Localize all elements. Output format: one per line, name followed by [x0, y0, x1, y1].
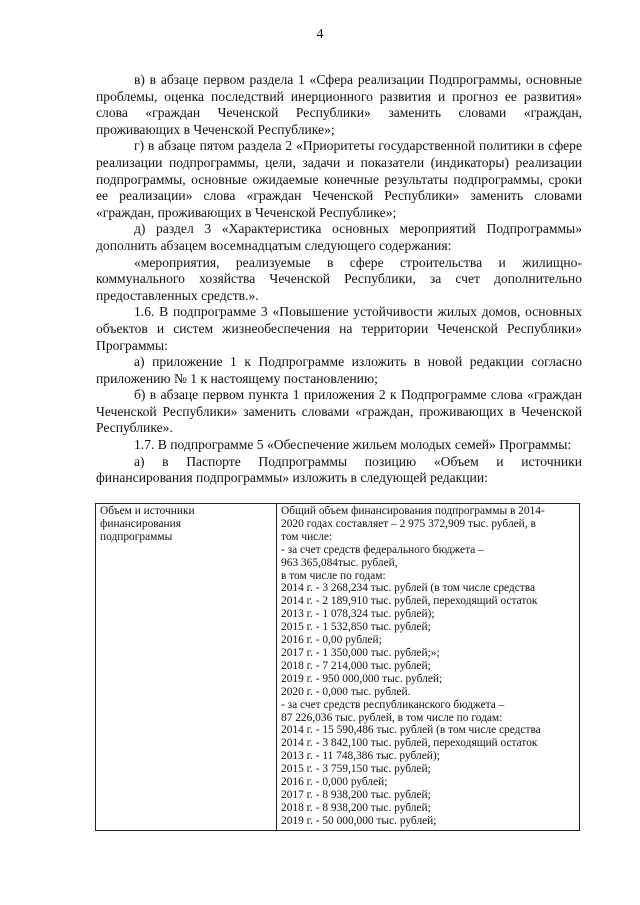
- cell-line: - за счет средств федерального бюджета –: [281, 543, 484, 556]
- cell-line: финансирования: [100, 517, 181, 530]
- cell-line: 2015 г. - 1 532,850 тыс. рублей;: [281, 621, 431, 634]
- cell-line: 2014 г. - 3 268,234 тыс. рублей (в том числе средства: [281, 582, 536, 595]
- paragraph: 1.6. В подпрограмме 3 «Повышение устойчивости жилых домов, основных объектов и систем жизнеобеспечения на территории Чеченской Республики» Программы:: [96, 304, 582, 353]
- cell-line: 2019 г. - 50 000,000 тыс. рублей;: [281, 814, 437, 827]
- page-number: 4: [316, 27, 324, 42]
- cell-line: том числе:: [281, 530, 333, 543]
- cell-line: 2020 годах составляет – 2 975 372,909 тыс. рублей, в: [281, 517, 536, 530]
- cell-line: 2015 г. - 3 759,150 тыс. рублей;: [281, 763, 431, 776]
- cell-line: 2017 г. - 1 350,000 тыс. рублей;»;: [281, 646, 440, 659]
- cell-line: 963 365,084тыс. рублей,: [281, 556, 398, 569]
- cell-line: Объем и источники: [100, 505, 195, 517]
- cell-line: Общий объем финансирования подпрограммы в 2014-: [281, 505, 545, 517]
- paragraph: а) в Паспорте Подпрограммы позицию «Объем и источники финансирования подпрограммы» изложить в следующей редакции:: [96, 453, 582, 486]
- cell-line: 87 226,036 тыс. рублей, в том числе по годам:: [281, 711, 503, 724]
- cell-line: 2013 г. - 1 078,324 тыс. рублей);: [281, 608, 435, 621]
- cell-line: 2018 г. - 7 214,000 тыс. рублей;: [281, 659, 431, 672]
- cell-line: 2014 г. - 3 842,100 тыс. рублей, переходящий остаток: [281, 737, 538, 750]
- cell-line: - за счет средств республиканского бюджета –: [281, 698, 505, 711]
- document-body: [96, 72, 582, 487]
- table-cell-value: [277, 504, 580, 831]
- cell-line: 2017 г. - 8 938,200 тыс. рублей;: [281, 788, 431, 801]
- table-cell-label: [96, 504, 277, 831]
- cell-line: подпрограммы: [100, 530, 173, 543]
- paragraph: а) приложение 1 к Подпрограмме изложить в новой редакции согласно приложению № 1 к настоящему постановлению;: [96, 354, 582, 386]
- table-row: [96, 504, 580, 831]
- financing-table: [95, 503, 580, 831]
- cell-line: 2016 г. - 0,000 рублей;: [281, 776, 388, 789]
- cell-line: 2020 г. - 0,000 тыс. рублей.: [281, 685, 411, 698]
- cell-line: в том числе по годам:: [281, 569, 386, 582]
- cell-line: 2019 г. - 950 000,000 тыс. рублей;: [281, 672, 443, 685]
- cell-line: 2018 г. - 8 938,200 тыс. рублей;: [281, 801, 431, 814]
- cell-line: 2016 г. - 0,00 рублей;: [281, 634, 382, 647]
- cell-line: 2013 г. - 11 748,386 тыс. рублей);: [281, 750, 440, 763]
- paragraph: в) в абзаце первом раздела 1 «Сфера реализации Подпрограммы, основные проблемы, оценка последствий инерционного развития и прогноз ее развития» слова «граждан Чеченской Республики» заменить словами «граждан, проживающих в Чеченской Республике»;: [96, 72, 582, 137]
- paragraph: г) в абзаце пятом раздела 2 «Приоритеты государственной политики в сфере реализации подпрограммы, цели, задачи и показатели (индикаторы) реализации подпрограммы, основные ожидаемые конечные результаты подпрограммы, сроки ее реализации» слова «граждан Чеченской Республики» заменить словами «граждан, проживающих в Чеченской Республике»;: [96, 138, 582, 220]
- paragraph: «мероприятия, реализуемые в сфере строительства и жилищно-коммунального хозяйства Чеченской Республики, за счет дополнительно предоставленных средств.».: [96, 254, 582, 303]
- paragraph: д) раздел 3 «Характеристика основных мероприятий Подпрограммы» дополнить абзацем восемнадцатым следующего содержания:: [96, 221, 582, 253]
- cell-line: 2014 г. - 15 590,486 тыс. рублей (в том числе средства: [281, 724, 541, 737]
- paragraph: б) в абзаце первом пункта 1 приложения 2 к Подпрограмме слова «граждан Чеченской Республики» заменить словами «граждан, проживающих в Чеченской Республике».: [96, 387, 582, 436]
- paragraph: 1.7. В подпрограмме 5 «Обеспечение жильем молодых семей» Программы:: [134, 437, 572, 453]
- cell-line: 2014 г. - 2 189,910 тыс. рублей, переходящий остаток: [281, 595, 538, 608]
